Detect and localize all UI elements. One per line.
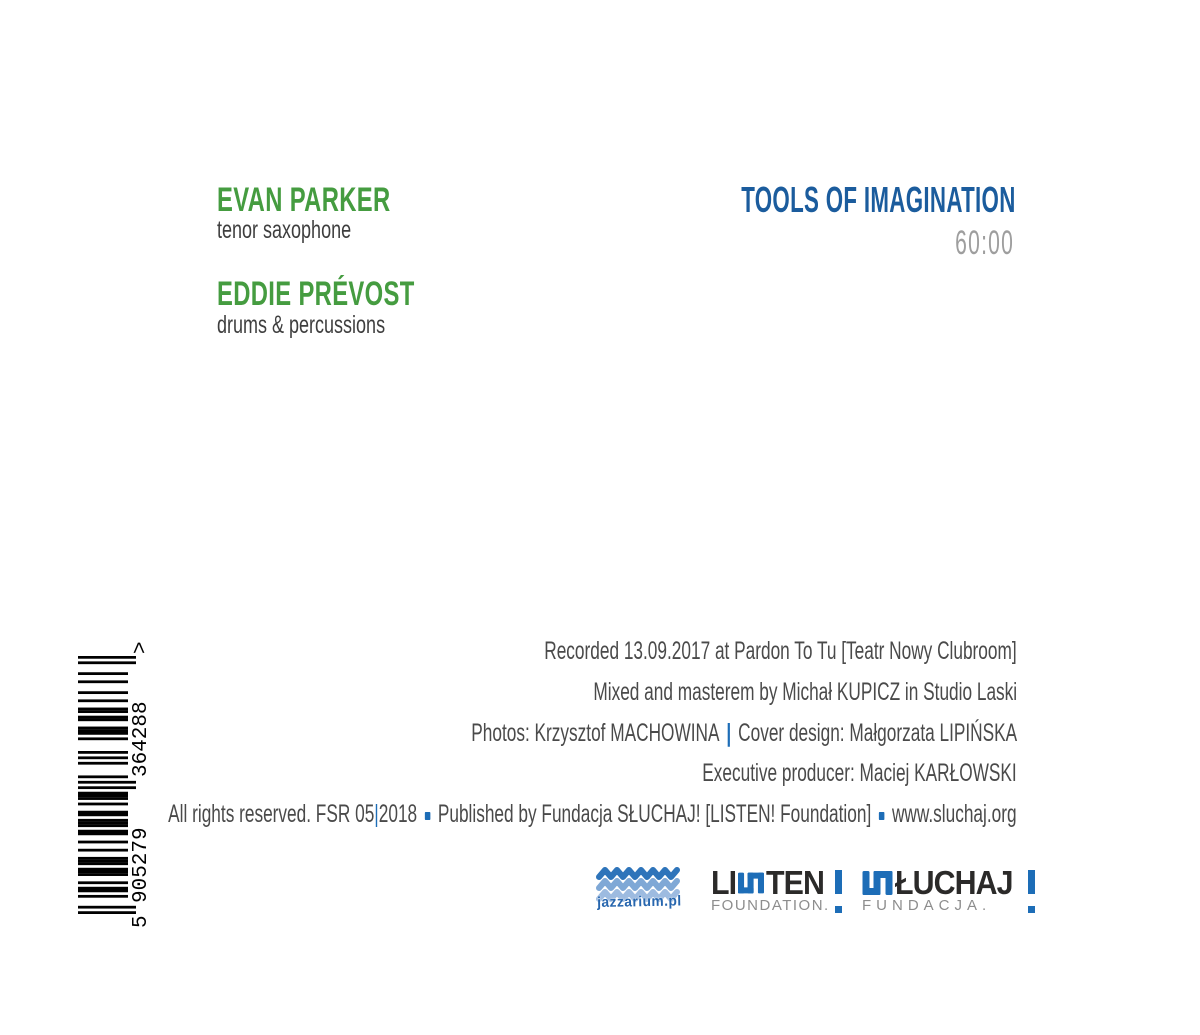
album-title: TOOLS OF IMAGINATION — [741, 179, 1016, 220]
exclamation-mark-icon — [835, 870, 842, 913]
listen-subtitle: FOUNDATION. — [711, 897, 830, 914]
sluchaj-subtitle: FUNDACJA. — [862, 897, 992, 914]
artist-instrument: drums & percussions — [217, 311, 386, 339]
credit-line-recorded: Recorded 13.09.2017 at Pardon To Tu [Teatr Nowy Clubroom] — [544, 637, 1017, 665]
sluchaj-letters: ŁUCHAJ — [895, 864, 1013, 901]
barcode-digit-lead: 5 — [130, 915, 153, 928]
credit-rights: All rights reserved. FSR 05 — [168, 800, 375, 828]
sluchaj-fundacja-logo — [862, 864, 1035, 914]
exclamation-dot — [1028, 906, 1035, 913]
square-bullet-icon — [425, 812, 431, 820]
artist-instrument: tenor saxophone — [217, 216, 352, 244]
credit-cover-design: Cover design: Małgorzata LIPIŃSKA — [737, 719, 1017, 747]
exclamation-mark-icon — [1028, 870, 1035, 913]
barcode-digits-right: 364288 — [130, 701, 153, 777]
exclamation-bar — [835, 870, 842, 894]
square-bullet-icon — [879, 812, 885, 820]
credit-year: 2018 — [379, 800, 418, 828]
listen-foundation-logo — [711, 864, 842, 914]
artist-name: EVAN PARKER — [217, 181, 391, 219]
credit-year-separator: | — [374, 800, 380, 828]
exclamation-dot — [835, 906, 842, 913]
jazzarium-logo — [596, 866, 686, 918]
barcode-area — [78, 628, 156, 928]
exclamation-bar — [1028, 870, 1035, 894]
credit-line-photos-cover — [471, 718, 1017, 748]
album-duration: 60:00 — [955, 224, 1014, 262]
listen-letters-li: LI — [711, 864, 737, 901]
credit-line-producer: Executive producer: Maciej KARŁOWSKI — [702, 759, 1017, 787]
ean13-barcode — [78, 628, 156, 928]
barcode-suffix: > — [130, 641, 153, 654]
stylized-s-icon — [738, 871, 764, 895]
credit-line-rights — [169, 799, 1017, 829]
credit-published: Published by Fundacja SŁUCHAJ! [LISTEN! Foundation] — [438, 800, 872, 828]
credit-line-mixed: Mixed and masterem by Michał KUPICZ in Studio Laski — [593, 678, 1017, 706]
jazzarium-label: jazzarium.pl — [597, 893, 682, 911]
listen-letters-ten: TEN — [766, 864, 825, 901]
barcode-bars-icon — [78, 656, 136, 914]
credit-separator: | — [726, 719, 732, 747]
artist-name: EDDIE PRÉVOST — [217, 275, 415, 313]
credit-photos: Photos: Krzysztof MACHOWINA — [471, 719, 720, 747]
stylized-s-icon — [862, 871, 893, 895]
barcode-digits-left: 905279 — [130, 827, 153, 903]
credit-website: www.sluchaj.org — [892, 800, 1017, 828]
